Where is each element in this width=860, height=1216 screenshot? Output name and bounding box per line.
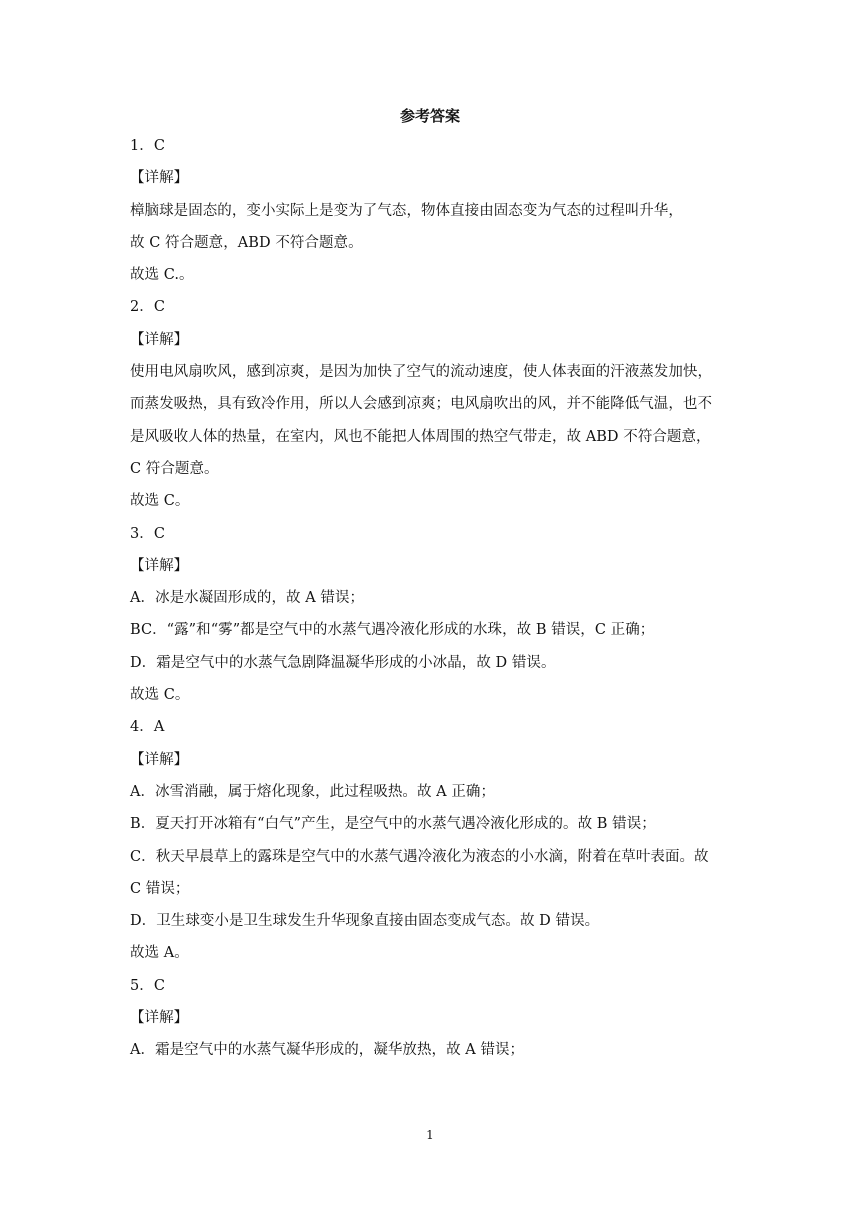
text-line: 樟脑球是固态的，变小实际上是变为了气态，物体直接由固态变为气态的过程叫升华， xyxy=(130,202,683,219)
text-line: A．冰是水凝固形成的，故 A 错误； xyxy=(130,590,365,607)
text-line: 故选 C。 xyxy=(130,493,190,510)
text-line: BC．“露”和“雾”都是空气中的水蒸气遇冷液化形成的水珠，故 B 错误，C 正确； xyxy=(130,622,655,639)
text-line: 2．C xyxy=(130,299,165,316)
text-line: 故选 C.。 xyxy=(130,267,194,284)
text-line: 是风吸收人体的热量，在室内，风也不能把人体周围的热空气带走，故 ABD 不符合题意， xyxy=(130,428,711,445)
text-line: C．秋天早晨草上的露珠是空气中的水蒸气遇冷液化为液态的小水滴，附着在草叶表面。故 xyxy=(130,848,709,865)
text-line: 【详解】 xyxy=(130,557,189,574)
text-line: D．卫生球变小是卫生球发生升华现象直接由固态变成气态。故 D 错误。 xyxy=(130,913,600,930)
text-line: A．霜是空气中的水蒸气凝华形成的，凝华放热，故 A 错误； xyxy=(130,1042,525,1059)
text-line: 【详解】 xyxy=(130,331,189,348)
text-line: B．夏天打开冰箱有“白气”产生，是空气中的水蒸气遇冷液化形成的。故 B 错误； xyxy=(130,816,656,833)
text-line: 故选 A。 xyxy=(130,945,189,962)
text-line: 3．C xyxy=(130,525,165,542)
text-line: 4．A xyxy=(130,719,165,736)
text-line: 【详解】 xyxy=(130,751,189,768)
text-line: C 符合题意。 xyxy=(130,460,219,477)
text-line: 故 C 符合题意，ABD 不符合题意。 xyxy=(130,234,363,251)
text-line: A．冰雪消融，属于熔化现象，此过程吸热。故 A 正确； xyxy=(130,783,496,800)
text-line: 【详解】 xyxy=(130,170,189,187)
page-number: 1 xyxy=(426,1128,434,1142)
text-line: C 错误； xyxy=(130,880,190,897)
answer-text-body xyxy=(130,130,740,1067)
text-line: 故选 C。 xyxy=(130,687,190,704)
text-line: 【详解】 xyxy=(130,1010,189,1027)
text-line: 使用电风扇吹风，感到凉爽，是因为加快了空气的流动速度，使人体表面的汗液蒸发加快， xyxy=(130,364,712,381)
page-title: 参考答案 xyxy=(399,107,460,125)
text-line: 而蒸发吸热，具有致冷作用，所以人会感到凉爽；电风扇吹出的风，并不能降低气温，也不 xyxy=(130,396,712,413)
text-line: D．霜是空气中的水蒸气急剧降温凝华形成的小冰晶，故 D 错误。 xyxy=(130,654,556,671)
text-line: 5．C xyxy=(130,977,165,994)
text-line: 1．C xyxy=(130,138,165,154)
